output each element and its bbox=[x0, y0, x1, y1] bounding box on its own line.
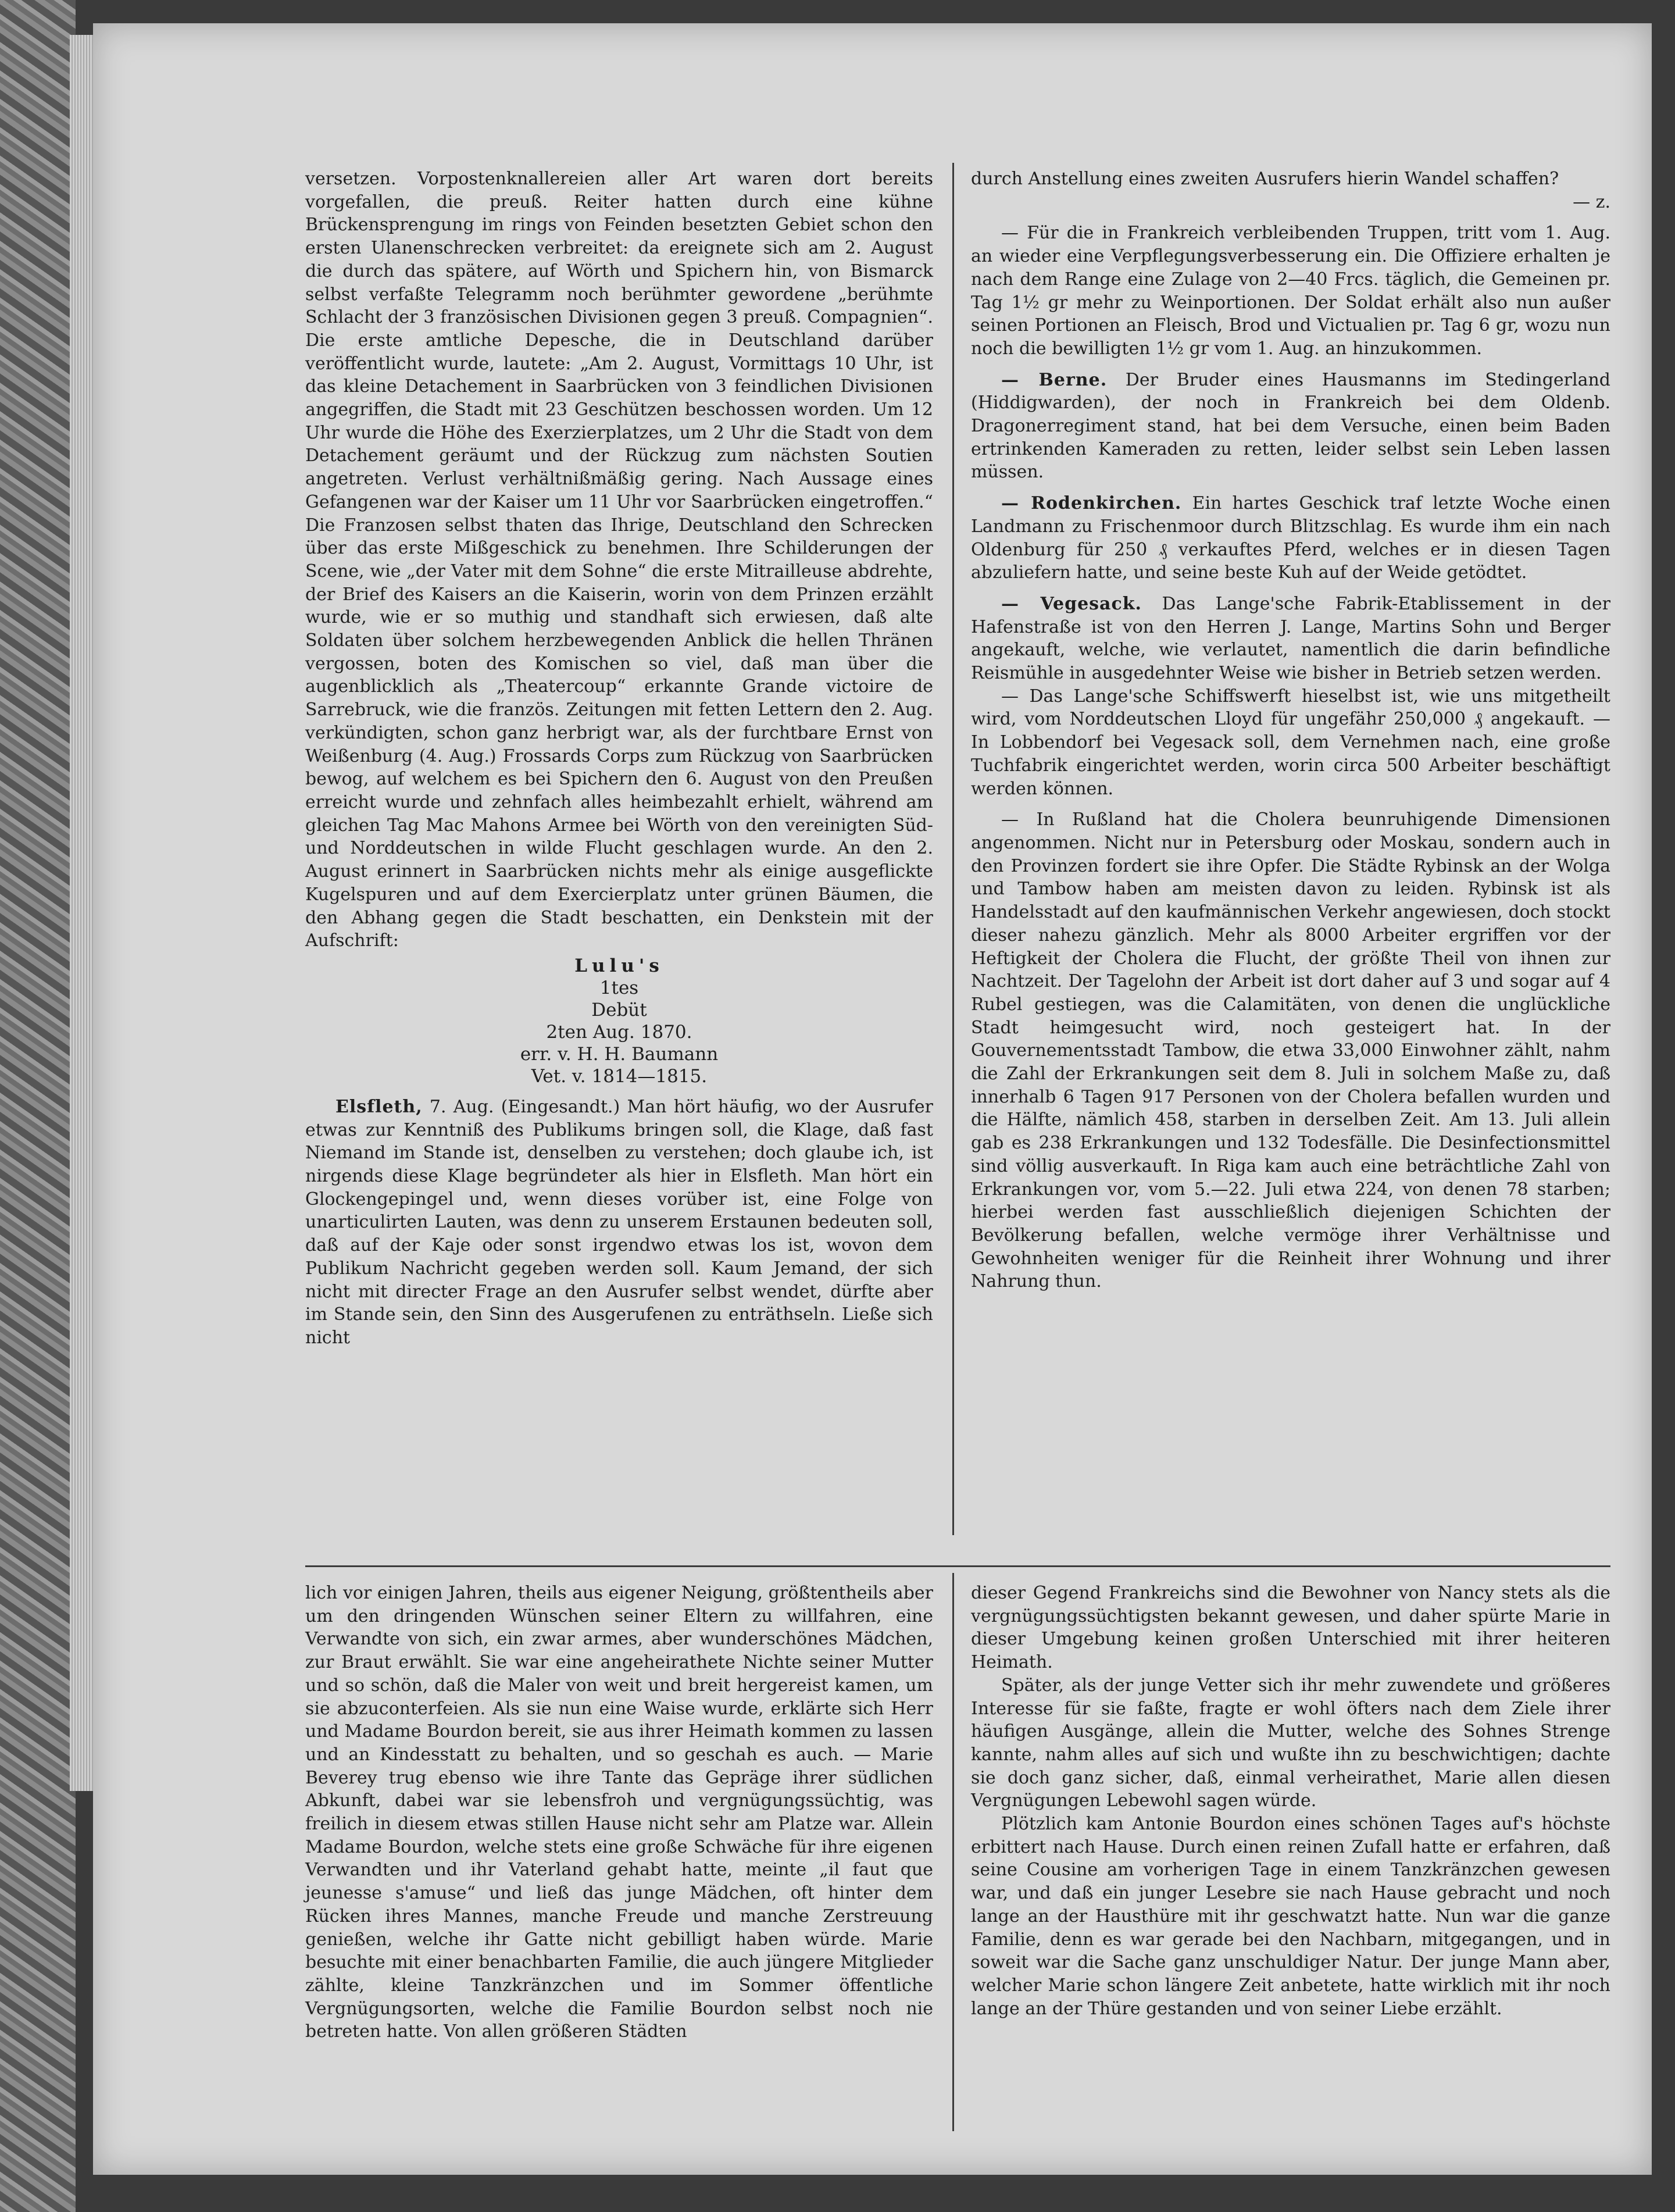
inscription-line: 2ten Aug. 1870. bbox=[546, 1021, 692, 1043]
article-body: Der Bruder eines Hausmanns im Stedingerland (Hiddigwarden), der noch in Frankreich bei dem Oldenb. Dragonerregiment stand, hat bei dem Versuche, einen beim Baden ertrinkenden Kameraden zu retten, leider selbst sein Leben lassen müssen. bbox=[971, 369, 1610, 483]
inscription-line: err. v. H. H. Baumann bbox=[520, 1043, 719, 1065]
inscription-line: Vet. v. 1814—1815. bbox=[531, 1065, 708, 1087]
article-lede: — Vegesack. bbox=[1001, 593, 1142, 614]
article-berne bbox=[971, 369, 1610, 484]
article-signature: — z. bbox=[1573, 191, 1610, 212]
article-lede: — Rodenkirchen. bbox=[1001, 493, 1182, 514]
section-divider bbox=[305, 1565, 1610, 1567]
marbled-book-edge bbox=[0, 0, 76, 2212]
article-body: 7. Aug. (Eingesandt.) Man hört häufig, wo der Ausrufer etwas zur Kenntniß des Publikums bringen soll, die Klage, daß fast Niemand im Stande ist, denselben zu verstehen; doch glaube ich, ist nirgends diese Klage begründeter als hier in Elsfleth. Man hört ein Glockengepingel und, wenn dieses vorüber ist, eine Folge von unarticulirten Lauten, was denn zu unserem Erstaunen bedeuten soll, daß auf der Kaje oder sonst irgendwo etwas los ist, wovon dem Publikum Nachricht gegeben werden soll. Kaum Jemand, der sich nicht mit directer Frage an den Ausrufer selbst wendet, dürfte aber im Stande sein, den Sinn des Ausgerufenen zu enträthseln. Ließe sich nicht bbox=[305, 1096, 933, 1348]
feuilleton-text: Plötzlich kam Antonie Bourdon eines schönen Tages auf's höchste erbittert nach Hause. Durch einen reinen Zufall hatte er erfahren, daß seine Cousine am vorherigen Tage in einem Tanzkränzchen gewesen war, und daß ein junger Lesebre sie nach Hause gebracht und noch lange an der Hausthüre mit ihr geschwatzt hatte. Nun war die ganze Familie, denn es war gerade bei den Nachbarn, mitgegangen, und in soweit war die Sache ganz unschuldiger Natur. Der junge Mann aber, welcher Marie schon längere Zeit anbetete, hatte wirklich mit ihr noch lange an der Thüre gestanden und von seiner Liebe erzählt. bbox=[971, 1814, 1610, 2019]
article-troops: — Für die in Frankreich verbleibenden Truppen, tritt vom 1. Aug. an wieder eine Verpflegungsverbesserung ein. Die Offiziere erhalten je nach dem Range eine Zulage von 2—40 Frcs. täglich, die Gemeinen pr. Tag 1½ gr mehr zu Weinportionen. Der Soldat erhält also nun außer seinen Portionen an Fleisch, Brod und Victualien pr. Tag 6 gr, wozu nun noch die bewilligten 1½ gr vom 1. Aug. an hinzukommen. bbox=[971, 223, 1610, 359]
article-werft: — Das Lange'sche Schiffswerft hieselbst ist, wie uns mitgetheilt wird, vom Norddeutschen Lloyd für ungefähr 250,000 ₰ angekauft. — In Lobbendorf bei Vegesack soll, dem Vernehmen nach, eine große Tuchfabrik eingerichtet werden, worin circa 500 Arbeiter beschäftigt werden können. bbox=[971, 686, 1610, 799]
feuilleton-text: dieser Gegend Frankreichs sind die Bewohner von Nancy stets als die vergnügungssüchtigsten bekannt gewesen, und daher spürte Marie in dieser Umgebung keinen großen Unterschied mit ihrer heiteren Heimath. bbox=[971, 1583, 1610, 1673]
memorial-inscription bbox=[305, 955, 933, 1087]
article-body: Ein hartes Geschick traf letzte Woche einen Landmann zu Frischenmoor durch Blitzschlag. Es wurde ihm ein nach Oldenburg für 250 ₰ verkauftes Pferd, welches er in diesen Tagen abzuliefern hatte, und seine beste Kuh auf der Weide getödtet. bbox=[971, 493, 1610, 583]
column-top-left bbox=[305, 167, 933, 1350]
column-bottom-right bbox=[971, 1582, 1610, 2020]
article-elsfleth bbox=[305, 1096, 933, 1350]
article-lede: Elsfleth, bbox=[335, 1096, 423, 1117]
inscription-line: Lulu's bbox=[574, 955, 664, 976]
newspaper-page bbox=[93, 23, 1652, 2175]
article-saarbruecken: versetzen. Vorpostenknallereien aller Art waren dort bereits vorgefallen, die preuß. Reiter hatten durch eine kühne Brückensprengung im rings von Feinden besetzten Gebiet schon den ersten Ulanenschrecken verbreitet: da ereignete sich am 2. August die durch das spätere, auf Wörth und Spichern hin, von Bismarck selbst verfaßte Telegramm noch berühmter gewordene „berühmte Schlacht der 3 französischen Divisionen gegen 3 preuß. Compagnien“. Die erste amtliche Depesche, die in Deutschland darüber veröffentlicht wurde, lautete: „Am 2. August, Vormittags 10 Uhr, ist das kleine Detachement in Saarbrücken von 3 feindlichen Divisionen angegriffen, die Stadt mit 23 Geschützen beschossen worden. Um 12 Uhr wurde die Höhe des Exerzierplatzes, um 2 Uhr die Stadt von dem Detachement geräumt und der Rückzug zum nächsten Soutien angetreten. Verlust verhältnißmäßig gering. Nach Aussage eines Gefangenen war der Kaiser um 11 Uhr vor Saarbrücken eingetroffen.“ Die Franzosen selbst thaten das Ihrige, Deutschland den Schrecken über das erste Mißgeschick zu benehmen. Ihre Schilderungen der Scene, wie „der Vater mit dem Sohne“ die erste Mitrailleuse abdrehte, der Brief des Kaisers an die Kaiserin, worin von dem Prinzen erzählt wurde, wie er so muthig und standhaft sich erwiesen, daß alte Soldaten über solchem herzbewegenden Anblick die hellen Thränen vergossen, boten des Komischen so viel, daß man über die augenblicklich als „Theatercoup“ erkannte Grande victoire de Sarrebruck, wie die französ. Zeitungen mit fetten Lettern den 2. Aug. verkündigten, schon ganz herbrigt war, als der furchtbare Ernst von Weißenburg (4. Aug.) Frossards Corps zum Rückzug von Saarbrücken bewog, auf welchem es bei Spichern den 6. August von den Preußen erreicht wurde und zehnfach alles heimbezahlt erhielt, während am gleichen Tag Mac Mahons Armee bei Wörth von den vereinigten Süd- und Norddeutschen in wilde Flucht geschlagen wurde. An den 2. August erinnert in Saarbrücken nichts mehr als einige ausgeflickte Kugelspuren und auf dem Exercierplatz unter grünen Bäumen, die den Abhang gegen die Stadt beschatten, ein Denkstein mit der Aufschrift: bbox=[305, 169, 933, 951]
column-divider bbox=[952, 1573, 954, 2131]
article-cholera: — In Rußland hat die Cholera beunruhigende Dimensionen angenommen. Nicht nur in Petersburg oder Moskau, sondern auch in den Provinzen fordert sie ihre Opfer. Die Städte Rybinsk an der Wolga und Tambow haben am meisten davon zu leiden. Rybinsk ist als Handelsstadt auf den kaufmännischen Verkehr angewiesen, doch stockt dieser nahezu gänzlich. Mehr als 8000 Arbeiter ergriffen vor der Heftigkeit der Cholera die Flucht, der größte Theil von ihnen zur Nachtzeit. Der Tagelohn der Arbeit ist dort daher auf 3 und sogar auf 4 Rubel gestiegen, was die Calamitäten, von denen die unglückliche Stadt heimgesucht wird, noch gesteigert hat. In der Gouvernementsstadt Tambow, die etwa 33,000 Einwohner zählt, nahm die Zahl der Erkrankungen seit dem 8. Juli in solchem Maße zu, daß innerhalb 6 Tagen 917 Personen von der Cholera befallen wurden und die Hälfte, nämlich 458, starben in derselben Zeit. Am 13. Juli allein gab es 238 Erkrankungen und 132 Todesfälle. Die Desinfectionsmittel sind völlig ausverkauft. In Riga kam auch eine beträchtliche Zahl von Erkrankungen vor, vom 5.—22. Juli etwa 224, von denen 78 starben; hierbei werden fast ausschließlich diejenigen Schichten der Bevölkerung befallen, welche vermöge ihrer Verhältnisse und Gewohnheiten weniger für die Reinheit ihrer Wohnung und ihrer Nahrung thun. bbox=[971, 809, 1610, 1292]
inscription-line: Debüt bbox=[591, 999, 647, 1021]
column-bottom-left bbox=[305, 1582, 933, 2043]
article-body: Das Lange'sche Fabrik-Etablissement in der Hafenstraße ist von den Herren J. Lange, Martins Sohn und Berger angekauft, welche, wie verlautet, namentlich die darin befindliche Reismühle in ausgedehnter Weise wie bisher in Betrieb setzen werden. bbox=[971, 593, 1610, 684]
article-vegesack bbox=[971, 593, 1610, 685]
article-rodenkirchen bbox=[971, 492, 1610, 584]
article-continuation: durch Anstellung eines zweiten Ausrufers hierin Wandel schaffen? bbox=[971, 169, 1559, 189]
feuilleton-text: Später, als der junge Vetter sich ihr mehr zuwendete und größeres Interesse für sie faßte, fragte er wohl öfters nach dem Ziele ihrer häufigen Ausgänge, allein die Mutter, welche des Sohnes Strenge kannte, nahm alles auf sich und wußte ihn zu beschwichtigen; dachte sie doch ganz sicher, daß, einmal verheirathet, Marie allen diesen Vergnügungen Lebewohl sagen würde. bbox=[971, 1675, 1610, 1811]
feuilleton-text: lich vor einigen Jahren, theils aus eigener Neigung, größtentheils aber um den dringenden Wünschen seiner Eltern zu willfahren, eine Verwandte von sich, ein zwar armes, aber wunderschönes Mädchen, zur Braut erwählt. Sie war eine angeheirathete Nichte seiner Mutter und so schön, daß die Maler von weit und breit hergereist kamen, um sie abzuconterfeien. Als sie nun eine Waise wurde, erklärte sich Herr und Madame Bourdon bereit, sie aus ihrer Heimath kommen zu lassen und an Kindesstatt zu behalten, und so geschah es auch. — Marie Beverey trug ebenso wie ihre Tante das Gepräge ihrer südlichen Abkunft, dabei war sie lebensfroh und vergnügungssüchtig, was freilich in diesem etwas stillen Hause nicht sehr am Platze war. Allein Madame Bourdon, welche stets eine große Schwäche für ihre eigenen Verwandten und ihr Vaterland gehabt hatte, meinte „il faut que jeunesse s'amuse“ und ließ das junge Mädchen, oft hinter dem Rücken ihres Mannes, manche Freude und manche Zerstreuung genießen, welche ihr Gatte nicht gebilligt haben würde. Marie besuchte mit einer benachbarten Familie, die auch jüngere Mitglieder zählte, kleine Tanzkränzchen und im Sommer öffentliche Vergnügungsorten, welche die Familie Bourdon selbst noch nie betreten hatte. Von allen größeren Städten bbox=[305, 1583, 933, 2042]
inscription-line: 1tes bbox=[599, 977, 639, 998]
column-top-right bbox=[971, 167, 1610, 1293]
column-divider bbox=[952, 163, 954, 1535]
article-lede: — Berne. bbox=[1001, 369, 1108, 390]
